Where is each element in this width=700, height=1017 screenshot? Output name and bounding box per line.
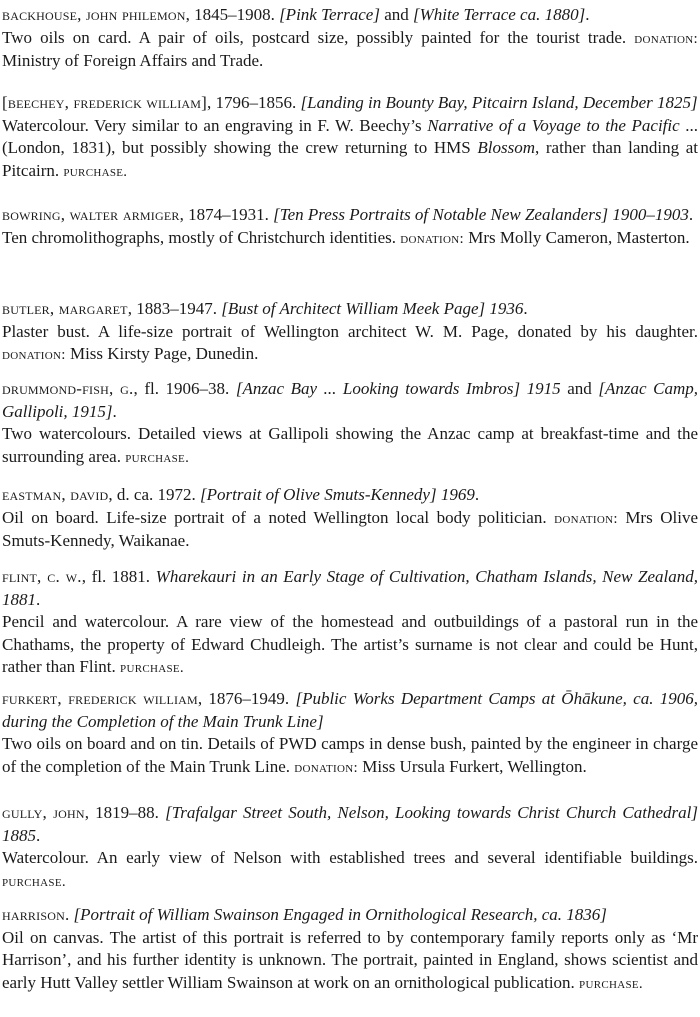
work-title: [Portrait of William Swainson Engaged in Ornithological Research, ca. 1836] (73, 905, 607, 924)
work-title: [Bust of Architect William Meek Page] 1936 (221, 299, 524, 318)
acquisition-source: Mrs Olive Smuts-Kennedy, Waikanae. (2, 507, 698, 551)
entry-flint (2, 566, 698, 680)
work-title: [Pink Terrace] (279, 5, 380, 24)
title-end: . (523, 299, 528, 318)
artist-name: bowring, walter armiger (2, 205, 180, 224)
title-joiner: and (560, 379, 599, 398)
description-text: Watercolour. Very similar to an engraving in F. W. Beechy’s (2, 115, 428, 135)
acquisition-source: Miss Ursula Furkert, Wellington. (357, 756, 587, 776)
work-title: [Trafalgar Street South, Nelson, Looking towards Christ Church Cathedral] 1885 (2, 803, 698, 845)
description-text: Oil on board. Life-size portrait of a noted Wellington local body politician. (2, 507, 555, 527)
title-end: . (585, 5, 590, 24)
artist-dates: , 1876–1949. (197, 689, 296, 708)
artist-dates: , fl. 1906–38. (133, 379, 236, 398)
description-text: ... (London, 1831), but possibly showing the crew returning to HMS (2, 115, 699, 158)
artist-name: backhouse, john philemon (2, 5, 186, 24)
entry-heading (2, 92, 698, 115)
entry-description (2, 115, 698, 184)
description-text: Two watercolours. Detailed views at Gallipoli showing the Anzac camp at breakfast-time and the surrounding area. (2, 424, 698, 466)
entry-heading (2, 378, 698, 423)
acquisition-tag: donation: (634, 30, 698, 47)
entry-description (2, 507, 698, 553)
entry-heading (2, 802, 698, 847)
acquisition-tag: purchase. (2, 873, 66, 890)
entry-bowring (2, 204, 698, 250)
description-text: Ten chromolithographs, mostly of Christchurch identities. (2, 227, 401, 247)
acquisition-tag: purchase. (579, 975, 643, 992)
description-italic: Narrative of a Voyage to the Pacific (427, 115, 680, 135)
description-text: Two oils on card. A pair of oils, postcard size, possibly painted for the tourist trade. (2, 27, 635, 47)
entry-heading (2, 566, 698, 611)
entry-harrison (2, 904, 698, 995)
entry-drummond-fish (2, 378, 698, 469)
acquisition-tag: purchase. (125, 449, 190, 466)
entry-heading (2, 204, 698, 227)
artist-dates: , 1845–1908. (185, 5, 280, 24)
title-end: . (36, 589, 41, 609)
description-text: Pencil and watercolour. A rare view of the homestead and outbuildings of a pastoral run in the Chathams, the property of Edward Chudleigh. The artist’s surname is not clear and could be Hunt, rather than Flint. (2, 612, 698, 677)
work-title: Wharekauri in an Early Stage of Cultivation, Chatham Islands, New Zealand, 1881 (2, 567, 698, 609)
artist-name: eastman, david (2, 485, 109, 504)
title-end: . (112, 401, 117, 421)
entry-heading (2, 904, 698, 927)
acquisition-tag: purchase. (63, 163, 128, 180)
acquisition-source: Miss Kirsty Page, Dunedin. (65, 344, 259, 364)
description-text: Plaster bust. A life-size portrait of Wellington architect W. M. Page, donated by his daughter. (2, 321, 698, 341)
artist-name: gully, john (2, 803, 85, 822)
artist-dates: , 1819–88. (84, 803, 166, 822)
entry-heading (2, 688, 698, 733)
entry-furkert (2, 688, 698, 779)
description-text: Two oils on board and on tin. Details of PWD camps in dense bush, painted by the engineer in charge of the completion of the Main Trunk Line. (2, 734, 698, 776)
work-title: [Anzac Bay ... Looking towards Imbros] 1915 (235, 379, 561, 398)
entry-heading (2, 4, 698, 27)
entry-eastman (2, 484, 698, 553)
work-title: [Ten Press Portraits of Notable New Zealanders] 1900–1903 (273, 205, 689, 224)
entry-gully (2, 802, 698, 893)
entry-beechey (2, 92, 698, 183)
artist-dates: . (64, 905, 74, 924)
acquisition-tag: donation: (294, 759, 358, 776)
entry-heading (2, 298, 698, 321)
entry-backhouse (2, 4, 698, 73)
entry-description (2, 423, 698, 469)
artist-dates: , d. ca. 1972. (108, 485, 201, 504)
artist-name: flint, c. w. (2, 567, 82, 586)
acquisition-source: Mrs Molly Cameron, Masterton. (463, 227, 690, 247)
artist-name: harrison (2, 905, 65, 924)
entry-description (2, 927, 698, 996)
acquisition-tag: donation: (554, 510, 618, 527)
acquisition-tag: purchase. (120, 660, 184, 677)
entry-description (2, 227, 698, 251)
artist-name: drummond-fish, g. (2, 379, 134, 398)
entry-butler (2, 298, 698, 367)
artist-dates: , 1796–1856. (207, 93, 301, 112)
acquisition-tag: donation: (2, 347, 66, 364)
artist-dates: , 1883–1947. (127, 299, 222, 318)
acquisition-source: Ministry of Foreign Affairs and Trade. (2, 51, 264, 71)
artist-dates: , fl. 1881. (81, 567, 156, 586)
entry-description (2, 27, 698, 73)
description-text: Watercolour. An early view of Nelson with established trees and several identifiable buildings. (2, 848, 698, 868)
description-text: Oil on canvas. The artist of this portrait is referred to by contemporary family reports only as ‘Mr Harrison’, and his further identity is unknown. The portrait, painted in England, shows scientist and early Hutt Valley settler William Swainson at work on an ornithological publication. (2, 927, 698, 992)
title-end: . (474, 485, 480, 504)
entry-description (2, 733, 698, 779)
entry-description (2, 611, 698, 680)
description-italic: Blossom (477, 138, 535, 158)
entry-description (2, 847, 698, 893)
artist-dates: , 1874–1931. (179, 205, 274, 224)
description-text: , rather than landing at Pitcairn. (2, 138, 698, 180)
artist-name: furkert, frederick william (2, 689, 198, 708)
work-title: [Anzac Camp, Gallipoli, 1915] (2, 379, 698, 421)
title-end: . (36, 825, 41, 845)
acquisition-tag: donation: (400, 230, 464, 247)
work-title: [Landing in Bounty Bay, Pitcairn Island, December 1825] (300, 93, 698, 112)
artist-name: butler, margaret (2, 299, 128, 318)
entry-heading (2, 484, 698, 507)
work-title: [Portrait of Olive Smuts-Kennedy] 1969 (200, 485, 475, 504)
title-joiner: and (379, 5, 414, 24)
title-end: . (688, 205, 694, 224)
artist-name: [beechey, frederick william] (2, 93, 207, 112)
work-title: [White Terrace ca. 1880] (413, 5, 586, 24)
entry-description (2, 321, 698, 367)
work-title: [Public Works Department Camps at Ōhākune, ca. 1906, during the Completion of the Main Trunk Line] (2, 689, 698, 731)
